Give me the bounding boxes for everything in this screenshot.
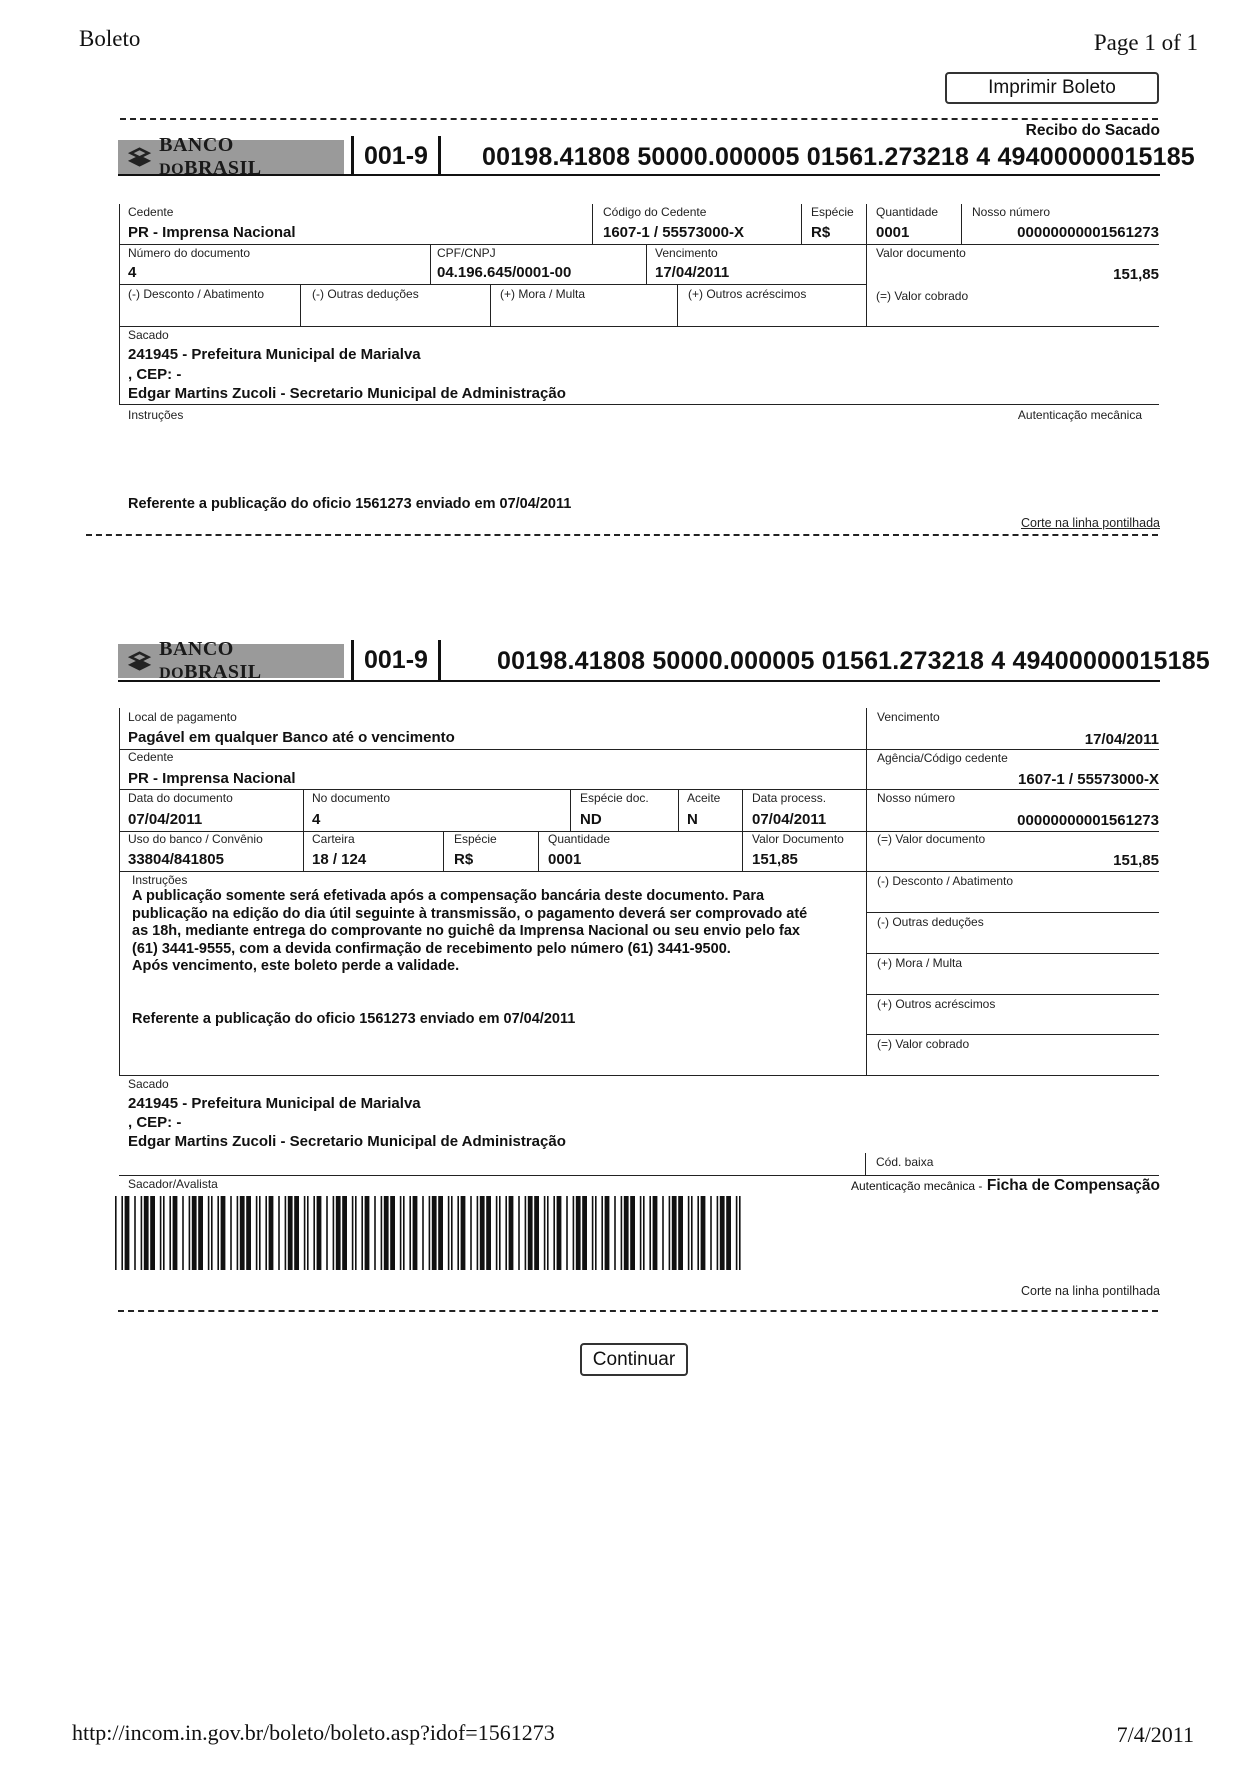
numero-documento-value: 4 [128,264,137,281]
quantidade-value: 0001 [876,224,910,241]
carteira-label: Carteira [312,832,355,846]
bank-code: 001-9 [351,136,441,176]
bank-name-a: BANCO [159,134,234,156]
bank-name-a: BANCO [159,638,234,660]
slip-instrucoes-label: Instruções [132,873,188,887]
valor-documento-left-label: Valor Documento [752,832,844,846]
cedente-value: PR - Imprensa Nacional [128,224,296,241]
sacado-line-1: 241945 - Prefeitura Municipal de Marialva [128,346,421,363]
valor-documento-right-value: 151,85 [1113,852,1159,869]
cod-baixa-label: Cód. baixa [876,1155,934,1169]
data-process-label: Data process. [752,791,827,805]
data-documento-label: Data do documento [128,791,233,805]
slip-outros-acrescimos-label: (+) Outros acréscimos [877,997,996,1011]
outras-deducoes-label: (-) Outras deduções [312,287,419,301]
page-number: Page 1 of 1 [1093,30,1198,55]
print-boleto-button[interactable]: Imprimir Boleto [945,72,1159,104]
especie-label: Espécie [811,205,854,219]
footer-date: 7/4/2011 [1116,1722,1194,1747]
slip-mora-label: (+) Mora / Multa [877,956,963,970]
bank-name-c: BRASIL [184,157,262,179]
numero-documento-label: Número do documento [128,246,251,260]
sacado-label: Sacado [128,328,169,342]
mora-label: (+) Mora / Multa [500,287,586,301]
cut-line-top [120,118,1158,120]
data-documento-value: 07/04/2011 [128,811,203,828]
bank-name-b: DO [159,665,185,682]
slip-instrucoes-text: A publicação somente será efetivada após a compensação bancária deste documento. Para publicação na edição do dia útil seguinte à transmissão, o pagamento deverá ser comprovado até as 18h, mediante entrega do comprovante no guichê da Imprensa Nacional ou seu envio pelo fax (61) 3441-9555, com a devida confirmação de recebimento pelo número (61) 3441-9500. Após vencimento, este boleto perde a validade. [132,888,808,974]
carteira-value: 18 / 124 [312,851,367,868]
valor-documento-value: 151,85 [1113,266,1159,283]
slip-sacado-line-2: , CEP: - [128,1114,182,1131]
especie-doc-label: Espécie doc. [580,791,649,805]
uso-banco-value: 33804/841805 [128,851,224,868]
valor-cobrado-label: (=) Valor cobrado [876,289,969,303]
footer-url: http://incom.in.gov.br/boleto/boleto.asp?idof=1561273 [72,1720,555,1745]
slip-especie-value: R$ [454,851,474,868]
ficha-compensacao [851,1177,1160,1195]
corte-label: Corte na linha pontilhada [1021,516,1160,530]
outros-acrescimos-label: (+) Outros acréscimos [688,287,807,301]
page-header-title: Boleto [79,26,141,51]
autenticacao-label: Autenticação mecânica [1017,408,1142,422]
uso-banco-label: Uso do banco / Convênio [128,832,263,846]
cut-line-middle [86,534,1158,536]
vencimento-label: Vencimento [655,246,718,260]
cut-line-bottom [118,1310,1158,1312]
ficha-label: Ficha de Compensação [986,1177,1160,1194]
especie-value: R$ [811,224,831,241]
sacador-avalista-label: Sacador/Avalista [128,1177,218,1191]
especie-doc-value: ND [580,811,602,828]
slip-autenticacao-label: Autenticação mecânica - [851,1179,983,1193]
slip-especie-label: Espécie [454,832,497,846]
slip-quantidade-label: Quantidade [548,832,611,846]
cpf-cnpj-label: CPF/CNPJ [437,246,496,260]
vencimento-value: 17/04/2011 [655,264,730,281]
slip-corte-label: Corte na linha pontilhada [1021,1284,1160,1298]
aceite-value: N [687,811,698,828]
bank-code-slip: 001-9 [351,640,441,680]
bank-name-b: DO [159,161,185,178]
codigo-cedente-value: 1607-1 / 55573000-X [603,224,744,241]
slip-desconto-label: (-) Desconto / Abatimento [877,874,1014,888]
slip-sacado-line-3: Edgar Martins Zucoli - Secretario Municipal de Administração [128,1133,566,1150]
bank-logo-slip [118,638,344,683]
valor-documento-left-value: 151,85 [752,851,798,868]
aceite-label: Aceite [687,791,721,805]
slip-sacado-label: Sacado [128,1077,169,1091]
slip-quantidade-value: 0001 [548,851,582,868]
no-documento-label: No documento [312,791,391,805]
instrucoes-label: Instruções [128,408,184,422]
nosso-numero-label: Nosso número [972,205,1051,219]
digitable-line: 00198.41808 50000.000005 01561.273218 4 49400000015185 [482,143,1195,171]
barcode [115,1196,750,1270]
receipt-referente: Referente a publicação do oficio 1561273 enviado em 07/04/2011 [128,496,572,512]
slip-vencimento-label: Vencimento [877,710,940,724]
no-documento-value: 4 [312,811,321,828]
slip-nosso-numero-value: 00000000001561273 [1017,812,1159,829]
local-pagamento-value: Pagável em qualquer Banco até o vencimento [128,729,455,746]
codigo-cedente-label: Código do Cedente [603,205,707,219]
slip-valor-cobrado-label: (=) Valor cobrado [877,1037,970,1051]
desconto-label: (-) Desconto / Abatimento [128,287,265,301]
valor-documento-label: Valor documento [876,246,966,260]
bank-logo-icon [126,145,153,169]
slip-referente: Referente a publicação do oficio 1561273 enviado em 07/04/2011 [132,1011,576,1027]
quantidade-label: Quantidade [876,205,939,219]
local-pagamento-label: Local de pagamento [128,710,237,724]
sacado-line-3: Edgar Martins Zucoli - Secretario Municipal de Administração [128,385,566,402]
sacado-line-2: , CEP: - [128,366,182,383]
slip-nosso-numero-label: Nosso número [877,791,956,805]
bank-name-c: BRASIL [184,661,262,683]
nosso-numero-value: 00000000001561273 [1017,224,1159,241]
slip-outras-deducoes-label: (-) Outras deduções [877,915,984,929]
agencia-label: Agência/Código cedente [877,751,1008,765]
agencia-value: 1607-1 / 55573000-X [1018,771,1159,788]
bank-logo [118,134,344,179]
slip-cedente-value: PR - Imprensa Nacional [128,770,296,787]
data-process-value: 07/04/2011 [752,811,827,828]
continue-button[interactable]: Continuar [580,1343,688,1376]
valor-documento-right-label: (=) Valor documento [877,832,986,846]
slip-cedente-label: Cedente [128,750,174,764]
cedente-label: Cedente [128,205,174,219]
slip-sacado-line-1: 241945 - Prefeitura Municipal de Marialva [128,1095,421,1112]
digitable-line-slip: 00198.41808 50000.000005 01561.273218 4 49400000015185 [497,647,1210,675]
cpf-cnpj-value: 04.196.645/0001-00 [437,264,572,281]
slip-vencimento-value: 17/04/2011 [1084,731,1159,748]
receipt-heading: Recibo do Sacado [1025,122,1160,139]
bank-logo-icon [126,649,153,673]
